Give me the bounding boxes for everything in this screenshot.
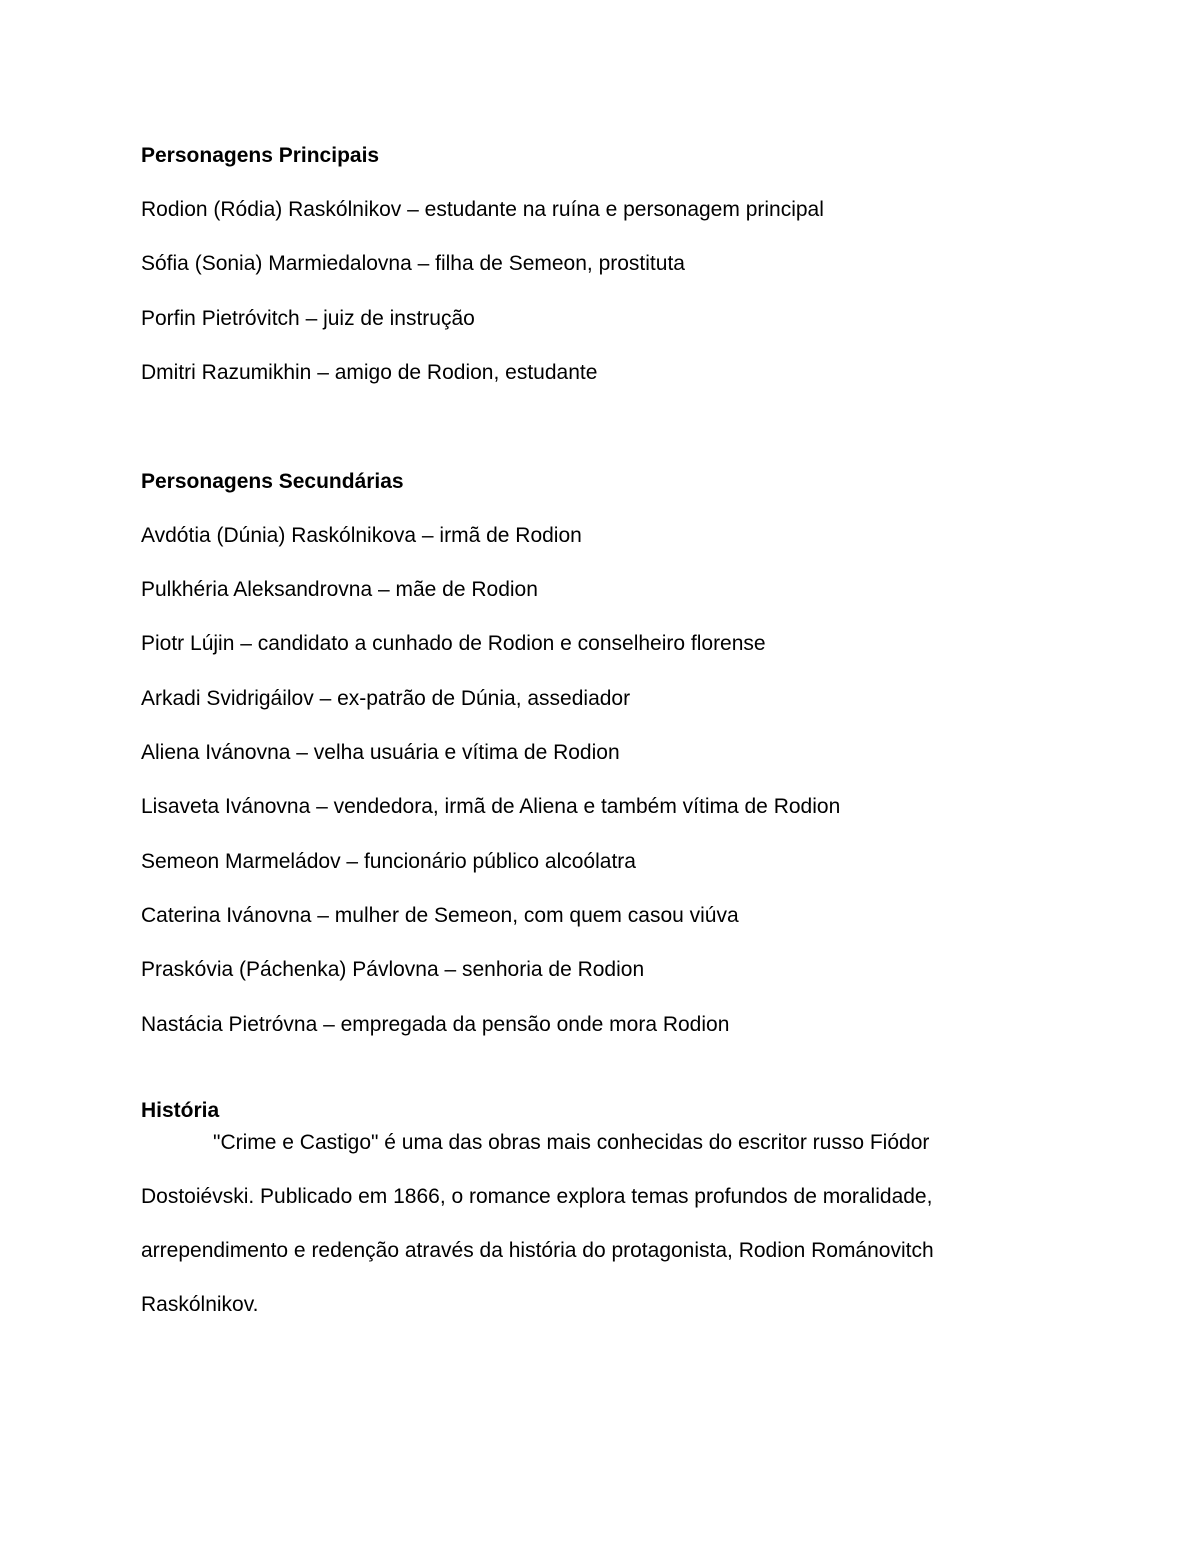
character-line: Sófia (Sonia) Marmiedalovna – filha de Semeon, prostituta	[141, 252, 685, 276]
character-line: Porfin Pietróvitch – juiz de instrução	[141, 306, 475, 330]
character-line: Nastácia Pietróvna – empregada da pensão onde mora Rodion	[141, 1012, 730, 1036]
character-line: Lisaveta Ivánovna – vendedora, irmã de Aliena e também vítima de Rodion	[141, 795, 841, 819]
character-line: Rodion (Ródia) Raskólnikov – estudante na ruína e personagem principal	[141, 198, 824, 221]
section-heading: Personagens Principais	[141, 144, 380, 167]
character-line: Semeon Marmeládov – funcionário público alcoólatra	[141, 849, 636, 873]
section-personagens-secundarias	[141, 466, 1041, 1041]
document-content	[141, 140, 1041, 1333]
character-line: Dmitri Razumikhin – amigo de Rodion, estudante	[141, 360, 598, 384]
character-line: Avdótia (Dúnia) Raskólnikova – irmã de Rodion	[141, 523, 582, 547]
character-line: Piotr Lújin – candidato a cunhado de Rodion e conselheiro florense	[141, 632, 766, 656]
section-heading: História	[141, 1098, 220, 1122]
section-personagens-principais	[141, 140, 1041, 389]
historia-paragraph: "Crime e Castigo" é uma das obras mais conhecidas do escritor russo Fiódor Dostoiévski. Publicado em 1866, o romance explora temas profundos de moralidade, arrependimento e redenção através da história do protagonista, Rodion Románovitch Raskólnikov.	[141, 1130, 934, 1317]
character-line: Caterina Ivánovna – mulher de Semeon, com quem casou viúva	[141, 903, 739, 927]
character-line: Praskóvia (Páchenka) Pávlovna – senhoria de Rodion	[141, 958, 645, 982]
character-line: Arkadi Svidrigáilov – ex-patrão de Dúnia, assediador	[141, 686, 631, 710]
character-line: Pulkhéria Aleksandrovna – mãe de Rodion	[141, 578, 538, 602]
character-line: Aliena Ivánovna – velha usuária e vítima de Rodion	[141, 741, 620, 765]
section-historia	[141, 1095, 1041, 1333]
section-heading: Personagens Secundárias	[141, 469, 404, 493]
